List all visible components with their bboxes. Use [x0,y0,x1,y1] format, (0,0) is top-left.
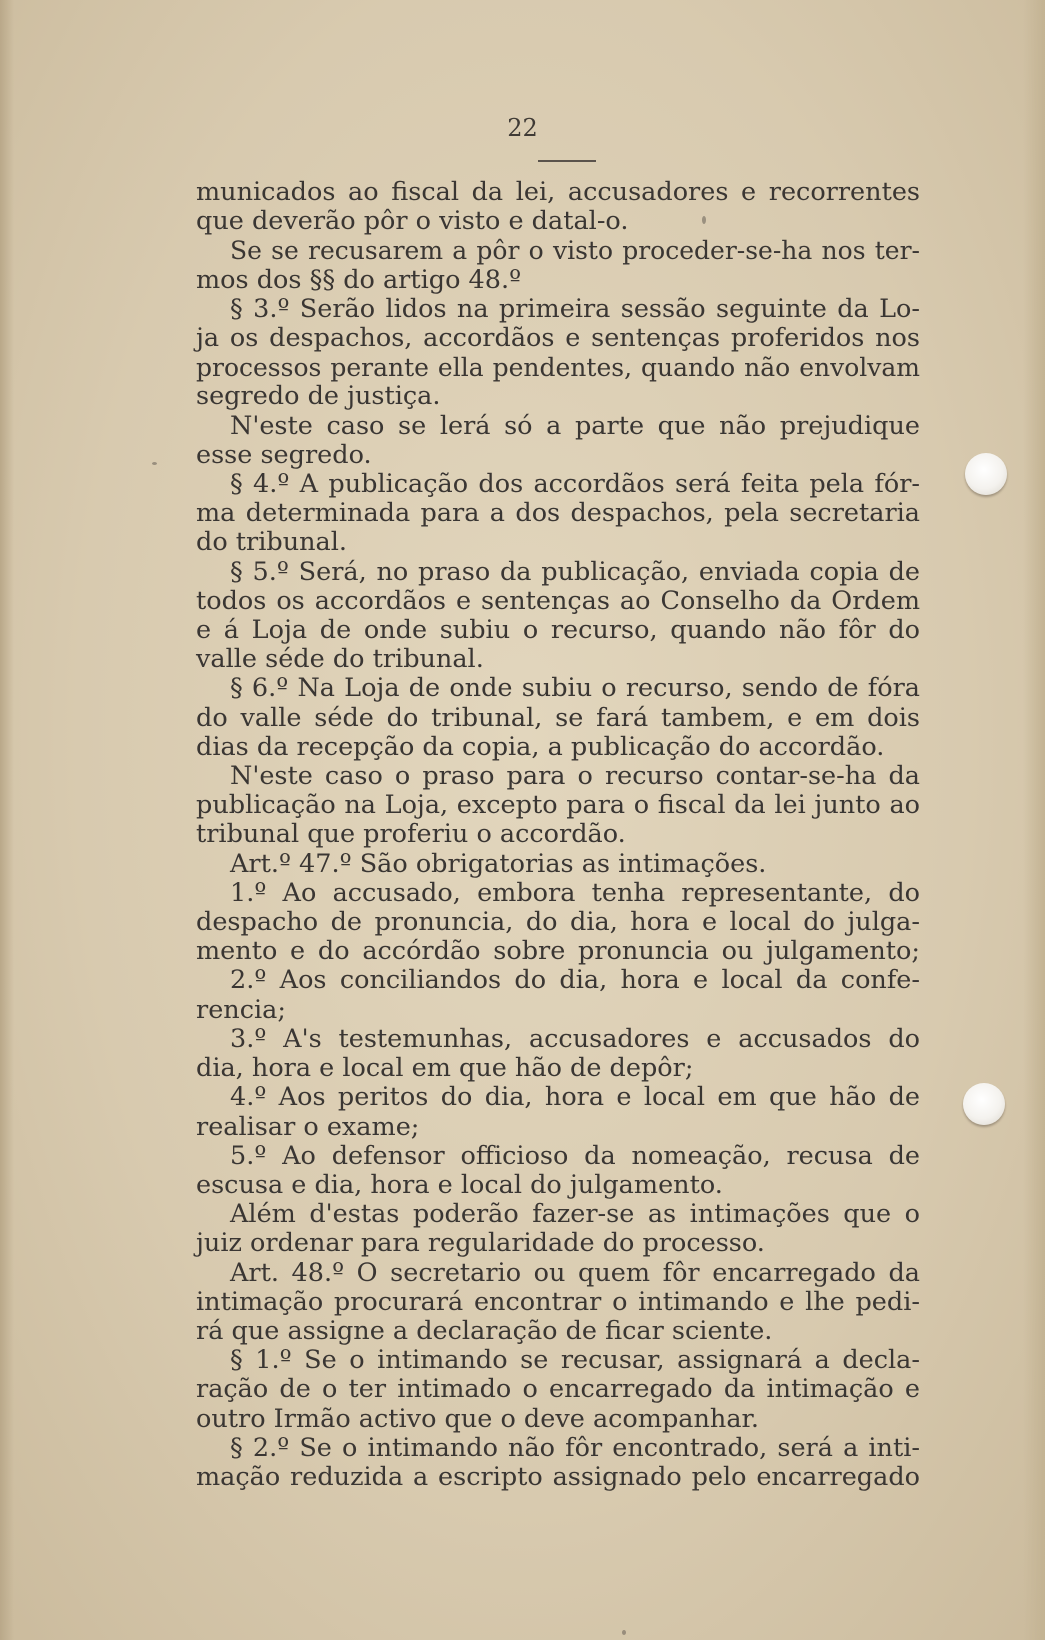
text-line: Art. 48.º O secretario ou quem fôr encarregado da [230,1257,920,1288]
text-line: ma determinada para a dos despachos, pela secretaria [196,498,920,529]
text-line: ja os despachos, accordãos e sentenças proferidos nos [196,323,920,354]
text-line: do tribunal. [196,527,348,558]
text-line: § 4.º A publicação dos accordãos será feita pela fór- [230,469,920,500]
punch-hole-lower [963,1083,1005,1125]
paper-speck [622,1630,626,1635]
text-line: 3.º A's testemunhas, accusadores e accusados do [230,1023,920,1054]
text-line: N'este caso se lerá só a parte que não prejudique [230,410,920,441]
text-line: 2.º Aos conciliandos do dia, hora e local da confe- [230,965,920,996]
text-line: § 1.º Se o intimando se recusar, assignará a decla- [230,1345,920,1376]
text-line: processos perante ella pendentes, quando não envolvam [196,353,920,383]
text-line: dias da recepção da copia, a publicação do accordão. [196,731,885,762]
text-line: juiz ordenar para regularidade do processo. [196,1228,765,1259]
text-line: publicação na Loja, excepto para o fiscal da lei junto ao [196,790,920,821]
paper-speck [702,216,706,224]
page-edge-shadow-left [0,0,14,1640]
header-rule [538,160,596,162]
text-line: rá que assigne a declaração de ficar sciente. [196,1315,773,1346]
text-line: 5.º Ao defensor officioso da nomeação, recusa de [230,1140,920,1171]
text-line: mos dos §§ do artigo 48.º [196,264,522,295]
text-line: Se se recusarem a pôr o visto proceder-se-ha nos ter- [230,236,920,266]
page-edge-shadow-right [1023,0,1045,1640]
text-line: outro Irmão activo que o deve acompanhar. [196,1403,760,1434]
text-line: § 3.º Serão lidos na primeira sessão seguinte da Lo- [230,293,920,324]
text-line: e á Loja de onde subiu o recurso, quando não fôr do [196,615,920,646]
text-line: todos os accordãos e sentenças ao Conselho da Ordem [196,585,920,616]
text-line: § 5.º Será, no praso da publicação, enviada copia de [230,556,920,587]
text-line: 4.º Aos peritos do dia, hora e local em que hão de [230,1082,920,1113]
text-line: dia, hora e local em que hão de depôr; [196,1053,694,1084]
text-line: rencia; [196,994,286,1025]
text-line: 1.º Ao accusado, embora tenha representante, do [230,877,920,908]
text-line: Art.º 47.º São obrigatorias as intimações. [230,848,767,879]
text-line: mação reduzida a escripto assignado pelo encarregado [196,1461,920,1492]
text-line: Além d'estas poderão fazer-se as intimações que o [230,1199,920,1230]
body-text [196,178,920,1492]
text-line: intimação procurará encontrar o intimando e lhe pedi- [196,1286,920,1317]
text-line: § 2.º Se o intimando não fôr encontrado, será a inti- [230,1432,920,1463]
text-line: mento e do accórdão sobre pronuncia ou julgamento; [196,936,920,967]
text-line: escusa e dia, hora e local do julgamento. [196,1169,723,1200]
page-number: 22 [507,114,538,142]
text-line: municados ao fiscal da lei, accusadores e recorrentes [196,177,920,207]
text-line: ração de o ter intimado o encarregado da intimação e [196,1374,920,1405]
text-line: esse segredo. [196,439,372,470]
text-line: segredo de justiça. [196,381,441,412]
text-line: que deverão pôr o visto e datal-o. [196,206,629,237]
text-line: N'este caso o praso para o recurso contar-se-ha da [230,761,920,792]
text-line: do valle séde do tribunal, se fará tambem, e em dois [196,702,920,733]
text-line: realisar o exame; [196,1111,420,1142]
text-line: tribunal que proferiu o accordão. [196,819,626,850]
punch-hole-upper [965,453,1007,495]
text-line: despacho de pronuncia, do dia, hora e local do julga- [196,907,920,938]
text-line: valle séde do tribunal. [196,644,484,675]
paper-speck [152,462,157,465]
text-line: § 6.º Na Loja de onde subiu o recurso, sendo de fóra [230,673,920,704]
